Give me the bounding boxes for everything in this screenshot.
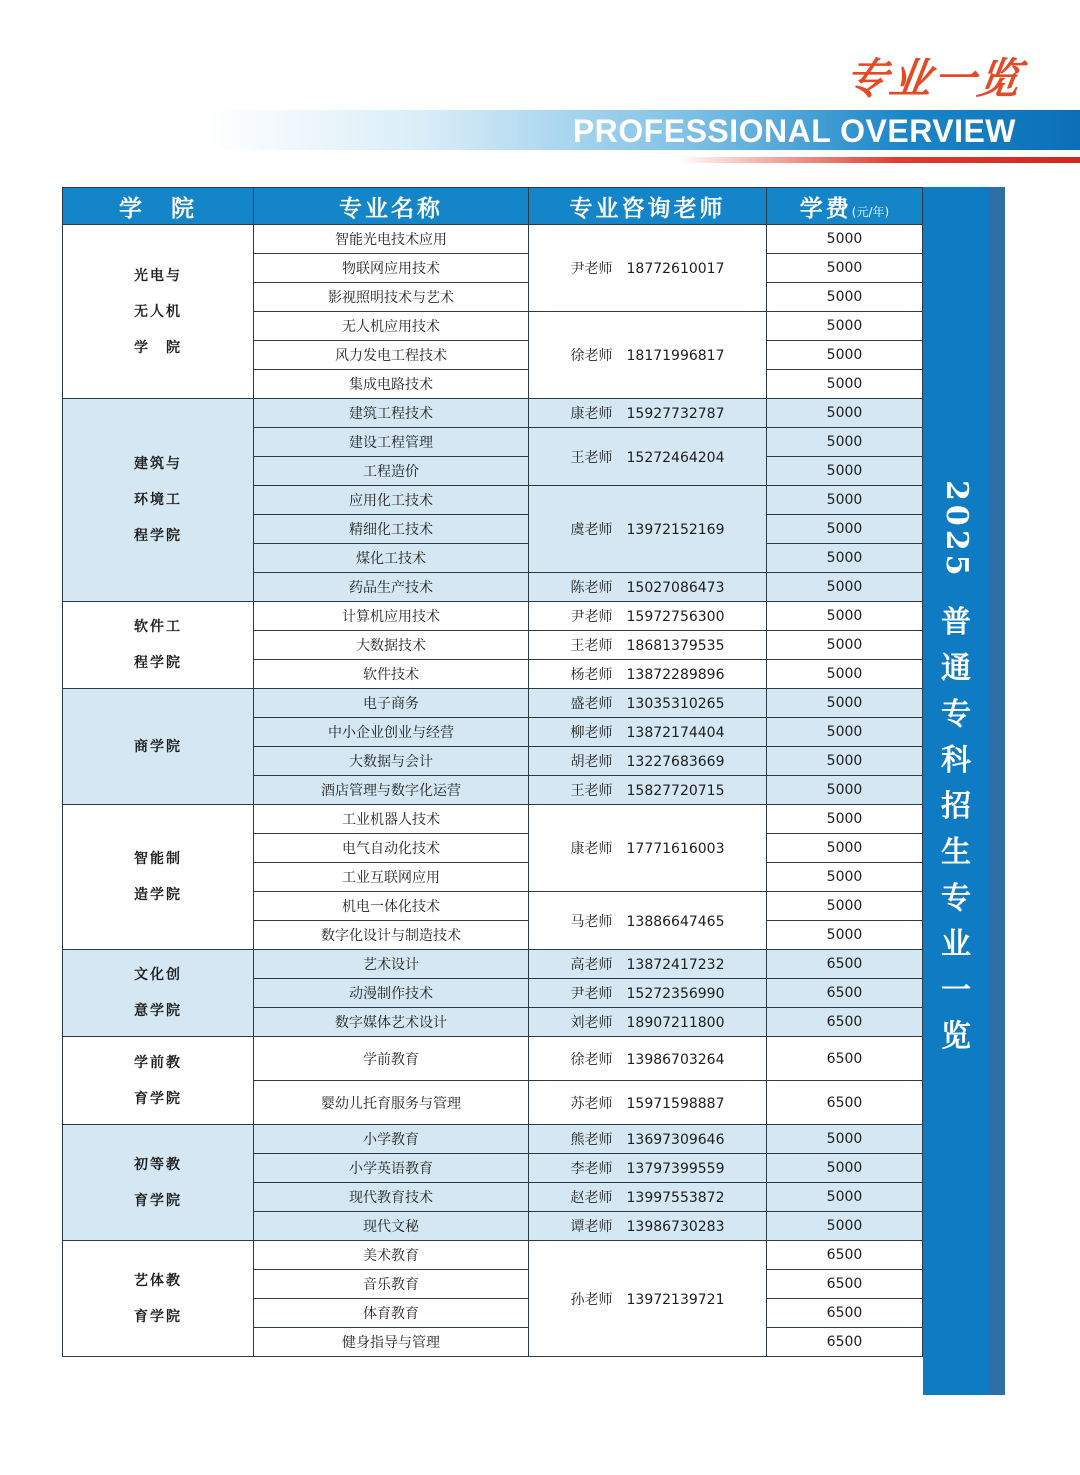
teacher-cell <box>529 1212 767 1241</box>
teacher-cell <box>529 805 767 892</box>
teacher-phone: 17771616003 <box>626 841 725 857</box>
department-cell <box>63 1241 254 1357</box>
sidebar-char: 览 <box>941 1018 971 1054</box>
department-cell <box>63 689 254 805</box>
teacher-cell <box>529 1008 767 1037</box>
tuition-fee-cell: 5000 <box>767 370 923 399</box>
tuition-fee-cell: 5000 <box>767 1212 923 1241</box>
teacher-name: 徐老师 <box>570 348 613 364</box>
teacher-name: 苏老师 <box>570 1095 613 1112</box>
teacher-name: 尹老师 <box>570 986 613 1002</box>
teacher-cell <box>529 892 767 950</box>
teacher-name: 赵老师 <box>570 1190 613 1206</box>
tuition-fee-cell: 6500 <box>767 1241 923 1270</box>
col-header-teacher: 专业咨询老师 <box>529 188 767 225</box>
teacher-phone: 13872289896 <box>626 667 725 683</box>
tuition-fee-cell: 5000 <box>767 341 923 370</box>
teacher-name: 谭老师 <box>570 1219 613 1235</box>
teacher-cell <box>529 747 767 776</box>
teacher-phone: 13227683669 <box>626 754 725 770</box>
major-name-cell: 艺术设计 <box>254 950 529 979</box>
teacher-phone: 15272356990 <box>626 986 725 1002</box>
tuition-fee-cell: 5000 <box>767 486 923 515</box>
tuition-fee-cell: 5000 <box>767 921 923 950</box>
table-body <box>63 225 923 1357</box>
teacher-phone: 13035310265 <box>626 696 725 712</box>
tuition-fee-cell: 6500 <box>767 1299 923 1328</box>
major-name-cell: 建筑工程技术 <box>254 399 529 428</box>
teacher-cell <box>529 689 767 718</box>
tuition-fee-cell: 6500 <box>767 1037 923 1081</box>
tuition-fee-cell: 5000 <box>767 660 923 689</box>
tuition-fee-cell: 5000 <box>767 312 923 341</box>
teacher-phone: 18681379535 <box>626 638 725 654</box>
teacher-cell <box>529 399 767 428</box>
teacher-name: 孙老师 <box>570 1291 613 1308</box>
major-name-cell: 工程造价 <box>254 457 529 486</box>
major-name-cell: 大数据与会计 <box>254 747 529 776</box>
department-cell <box>63 399 254 602</box>
major-name-cell: 现代教育技术 <box>254 1183 529 1212</box>
teacher-name: 马老师 <box>570 913 613 930</box>
table-row <box>63 399 923 428</box>
sidebar-char: 招 <box>941 788 971 824</box>
teacher-name: 陈老师 <box>570 580 613 596</box>
department-name-line: 智能制 <box>134 851 182 867</box>
teacher-phone: 13872174404 <box>626 725 725 741</box>
teacher-cell <box>529 660 767 689</box>
tuition-fee-cell: 5000 <box>767 1154 923 1183</box>
department-cell <box>63 602 254 689</box>
major-name-cell: 健身指导与管理 <box>254 1328 529 1357</box>
tuition-fee-cell: 5000 <box>767 254 923 283</box>
table-row <box>63 689 923 718</box>
sidebar-vertical-title <box>923 480 989 1060</box>
major-name-cell: 影视照明技术与艺术 <box>254 283 529 312</box>
tuition-fee-cell: 5000 <box>767 747 923 776</box>
teacher-cell <box>529 950 767 979</box>
teacher-name: 康老师 <box>570 406 613 422</box>
teacher-phone: 15972756300 <box>626 609 725 625</box>
major-name-cell: 煤化工技术 <box>254 544 529 573</box>
tuition-fee-cell: 5000 <box>767 892 923 921</box>
tuition-fee-cell: 5000 <box>767 225 923 254</box>
red-accent-line <box>676 157 1080 163</box>
teacher-phone: 18772610017 <box>626 261 725 277</box>
teacher-phone: 13886647465 <box>626 913 725 930</box>
teacher-cell <box>529 718 767 747</box>
teacher-phone: 15272464204 <box>626 449 725 466</box>
major-name-cell: 软件技术 <box>254 660 529 689</box>
tuition-fee-cell: 6500 <box>767 1008 923 1037</box>
sidebar-char: 专 <box>941 880 971 916</box>
major-name-cell: 电气自动化技术 <box>254 834 529 863</box>
tuition-fee-cell: 5000 <box>767 515 923 544</box>
teacher-phone: 13697309646 <box>626 1132 725 1148</box>
teacher-phone: 13997553872 <box>626 1190 725 1206</box>
teacher-name: 虞老师 <box>570 522 613 538</box>
tuition-fee-cell: 5000 <box>767 631 923 660</box>
teacher-name: 胡老师 <box>570 754 613 770</box>
major-name-cell: 精细化工技术 <box>254 515 529 544</box>
sidebar-year: 2025 <box>939 480 974 580</box>
tuition-fee-cell: 5000 <box>767 1125 923 1154</box>
sidebar-char: 专 <box>941 696 971 732</box>
teacher-cell <box>529 631 767 660</box>
major-name-cell: 物联网应用技术 <box>254 254 529 283</box>
major-name-cell: 音乐教育 <box>254 1270 529 1299</box>
teacher-cell <box>529 1183 767 1212</box>
majors-table <box>62 187 923 1357</box>
major-name-cell: 电子商务 <box>254 689 529 718</box>
department-cell <box>63 225 254 399</box>
major-name-cell: 动漫制作技术 <box>254 979 529 1008</box>
major-name-cell: 智能光电技术应用 <box>254 225 529 254</box>
col-header-department: 学 院 <box>63 188 254 225</box>
tuition-fee-cell: 5000 <box>767 718 923 747</box>
major-name-cell: 中小企业创业与经营 <box>254 718 529 747</box>
department-name-line: 无人机 <box>134 303 182 320</box>
major-name-cell: 计算机应用技术 <box>254 602 529 631</box>
department-cell <box>63 1037 254 1125</box>
teacher-name: 高老师 <box>570 957 613 973</box>
teacher-cell <box>529 486 767 573</box>
teacher-phone: 15927732787 <box>626 406 725 422</box>
teacher-phone: 13797399559 <box>626 1161 725 1177</box>
teacher-cell <box>529 979 767 1008</box>
major-name-cell: 学前教育 <box>254 1037 529 1081</box>
department-name-line: 学 院 <box>134 339 182 356</box>
teacher-name: 盛老师 <box>570 696 613 712</box>
major-name-cell: 小学英语教育 <box>254 1154 529 1183</box>
department-name-line: 商学院 <box>134 738 182 755</box>
major-name-cell: 风力发电工程技术 <box>254 341 529 370</box>
teacher-name: 康老师 <box>570 841 613 857</box>
major-name-cell: 工业机器人技术 <box>254 805 529 834</box>
department-name-line: 育学院 <box>134 1192 182 1209</box>
sidebar-char: 一 <box>941 972 971 1008</box>
teacher-cell <box>529 573 767 602</box>
sidebar-char: 生 <box>941 834 971 870</box>
teacher-cell <box>529 1125 767 1154</box>
major-name-cell: 机电一体化技术 <box>254 892 529 921</box>
teacher-name: 刘老师 <box>570 1015 613 1031</box>
tuition-fee-cell: 5000 <box>767 805 923 834</box>
teacher-cell <box>529 312 767 399</box>
teacher-name: 杨老师 <box>570 667 613 683</box>
department-name-line: 造学院 <box>134 887 182 903</box>
department-name-line: 意学院 <box>134 1003 182 1019</box>
table-row <box>63 1241 923 1270</box>
table-row <box>63 1037 923 1081</box>
department-name-line: 学前教 <box>134 1054 182 1071</box>
department-name-line: 文化创 <box>134 967 182 983</box>
tuition-fee-cell: 5000 <box>767 602 923 631</box>
major-name-cell: 小学教育 <box>254 1125 529 1154</box>
teacher-cell <box>529 1037 767 1081</box>
tuition-fee-cell: 6500 <box>767 1328 923 1357</box>
table-row <box>63 805 923 834</box>
department-name-line: 程学院 <box>134 655 182 671</box>
teacher-name: 熊老师 <box>570 1132 613 1148</box>
department-cell <box>63 950 254 1037</box>
department-name-line: 程学院 <box>134 528 182 544</box>
teacher-name: 徐老师 <box>570 1051 613 1068</box>
table-row <box>63 225 923 254</box>
teacher-name: 王老师 <box>570 638 613 654</box>
department-name-line: 建筑与 <box>134 456 182 472</box>
tuition-fee-cell: 5000 <box>767 863 923 892</box>
teacher-name: 尹老师 <box>570 261 613 277</box>
major-name-cell: 应用化工技术 <box>254 486 529 515</box>
major-name-cell: 酒店管理与数字化运营 <box>254 776 529 805</box>
teacher-phone: 18907211800 <box>626 1015 725 1031</box>
sidebar-edge <box>989 187 1005 1395</box>
department-name-line: 光电与 <box>134 267 182 284</box>
teacher-phone: 13986730283 <box>626 1219 725 1235</box>
teacher-cell <box>529 1154 767 1183</box>
page-title-en: PROFESSIONAL OVERVIEW <box>572 113 1016 149</box>
major-name-cell: 数字化设计与制造技术 <box>254 921 529 950</box>
teacher-phone: 15027086473 <box>626 580 725 596</box>
major-name-cell: 药品生产技术 <box>254 573 529 602</box>
sidebar-char: 科 <box>941 742 971 778</box>
teacher-name: 王老师 <box>570 449 613 466</box>
teacher-name: 李老师 <box>570 1161 613 1177</box>
teacher-name: 王老师 <box>570 783 613 799</box>
teacher-phone: 15971598887 <box>626 1095 725 1112</box>
table-row <box>63 950 923 979</box>
sidebar-char: 通 <box>941 650 971 686</box>
teacher-cell <box>529 602 767 631</box>
table-header-row <box>63 188 923 225</box>
department-name-line: 育学院 <box>134 1090 182 1107</box>
tuition-fee-cell: 6500 <box>767 979 923 1008</box>
teacher-name: 柳老师 <box>570 725 613 741</box>
sidebar-char: 业 <box>941 926 971 962</box>
teacher-phone: 13986703264 <box>626 1051 725 1068</box>
col-header-fee <box>767 188 923 225</box>
department-name-line: 软件工 <box>134 619 182 635</box>
tuition-fee-cell: 5000 <box>767 283 923 312</box>
major-name-cell: 工业互联网应用 <box>254 863 529 892</box>
sidebar-char: 普 <box>941 604 971 640</box>
teacher-name: 尹老师 <box>570 609 613 625</box>
major-name-cell: 大数据技术 <box>254 631 529 660</box>
tuition-fee-cell: 5000 <box>767 544 923 573</box>
col-header-major: 专业名称 <box>254 188 529 225</box>
teacher-phone: 13972152169 <box>626 522 725 538</box>
teacher-phone: 13972139721 <box>626 1291 725 1308</box>
tuition-fee-cell: 5000 <box>767 689 923 718</box>
department-name-line: 初等教 <box>134 1156 182 1173</box>
major-name-cell: 数字媒体艺术设计 <box>254 1008 529 1037</box>
major-name-cell: 集成电路技术 <box>254 370 529 399</box>
tuition-fee-cell: 6500 <box>767 1270 923 1299</box>
teacher-cell <box>529 1241 767 1357</box>
tuition-fee-cell: 5000 <box>767 457 923 486</box>
col-header-fee-label: 学费 <box>799 195 852 222</box>
teacher-cell <box>529 1081 767 1125</box>
tuition-fee-cell: 6500 <box>767 950 923 979</box>
tuition-fee-cell: 5000 <box>767 834 923 863</box>
tuition-fee-cell: 5000 <box>767 1183 923 1212</box>
department-name-line: 艺体教 <box>134 1272 182 1289</box>
department-cell <box>63 1125 254 1241</box>
page-title-cn: 专业一览 <box>842 54 1026 103</box>
tuition-fee-cell: 5000 <box>767 428 923 457</box>
col-header-fee-unit: (元/年) <box>851 204 890 219</box>
teacher-cell <box>529 428 767 486</box>
tuition-fee-cell: 5000 <box>767 399 923 428</box>
major-name-cell: 美术教育 <box>254 1241 529 1270</box>
department-name-line: 育学院 <box>134 1308 182 1325</box>
major-name-cell: 婴幼儿托育服务与管理 <box>254 1081 529 1125</box>
major-name-cell: 无人机应用技术 <box>254 312 529 341</box>
table-row <box>63 602 923 631</box>
teacher-cell <box>529 776 767 805</box>
teacher-phone: 18171996817 <box>626 348 725 364</box>
tuition-fee-cell: 5000 <box>767 573 923 602</box>
sidebar-chars <box>923 600 989 1060</box>
major-name-cell: 现代文秘 <box>254 1212 529 1241</box>
department-cell <box>63 805 254 950</box>
teacher-cell <box>529 225 767 312</box>
teacher-phone: 13872417232 <box>626 957 725 973</box>
major-name-cell: 建设工程管理 <box>254 428 529 457</box>
teacher-phone: 15827720715 <box>626 783 725 799</box>
department-name-line: 环境工 <box>134 492 182 508</box>
tuition-fee-cell: 5000 <box>767 776 923 805</box>
table-row <box>63 1125 923 1154</box>
major-name-cell: 体育教育 <box>254 1299 529 1328</box>
tuition-fee-cell: 6500 <box>767 1081 923 1125</box>
